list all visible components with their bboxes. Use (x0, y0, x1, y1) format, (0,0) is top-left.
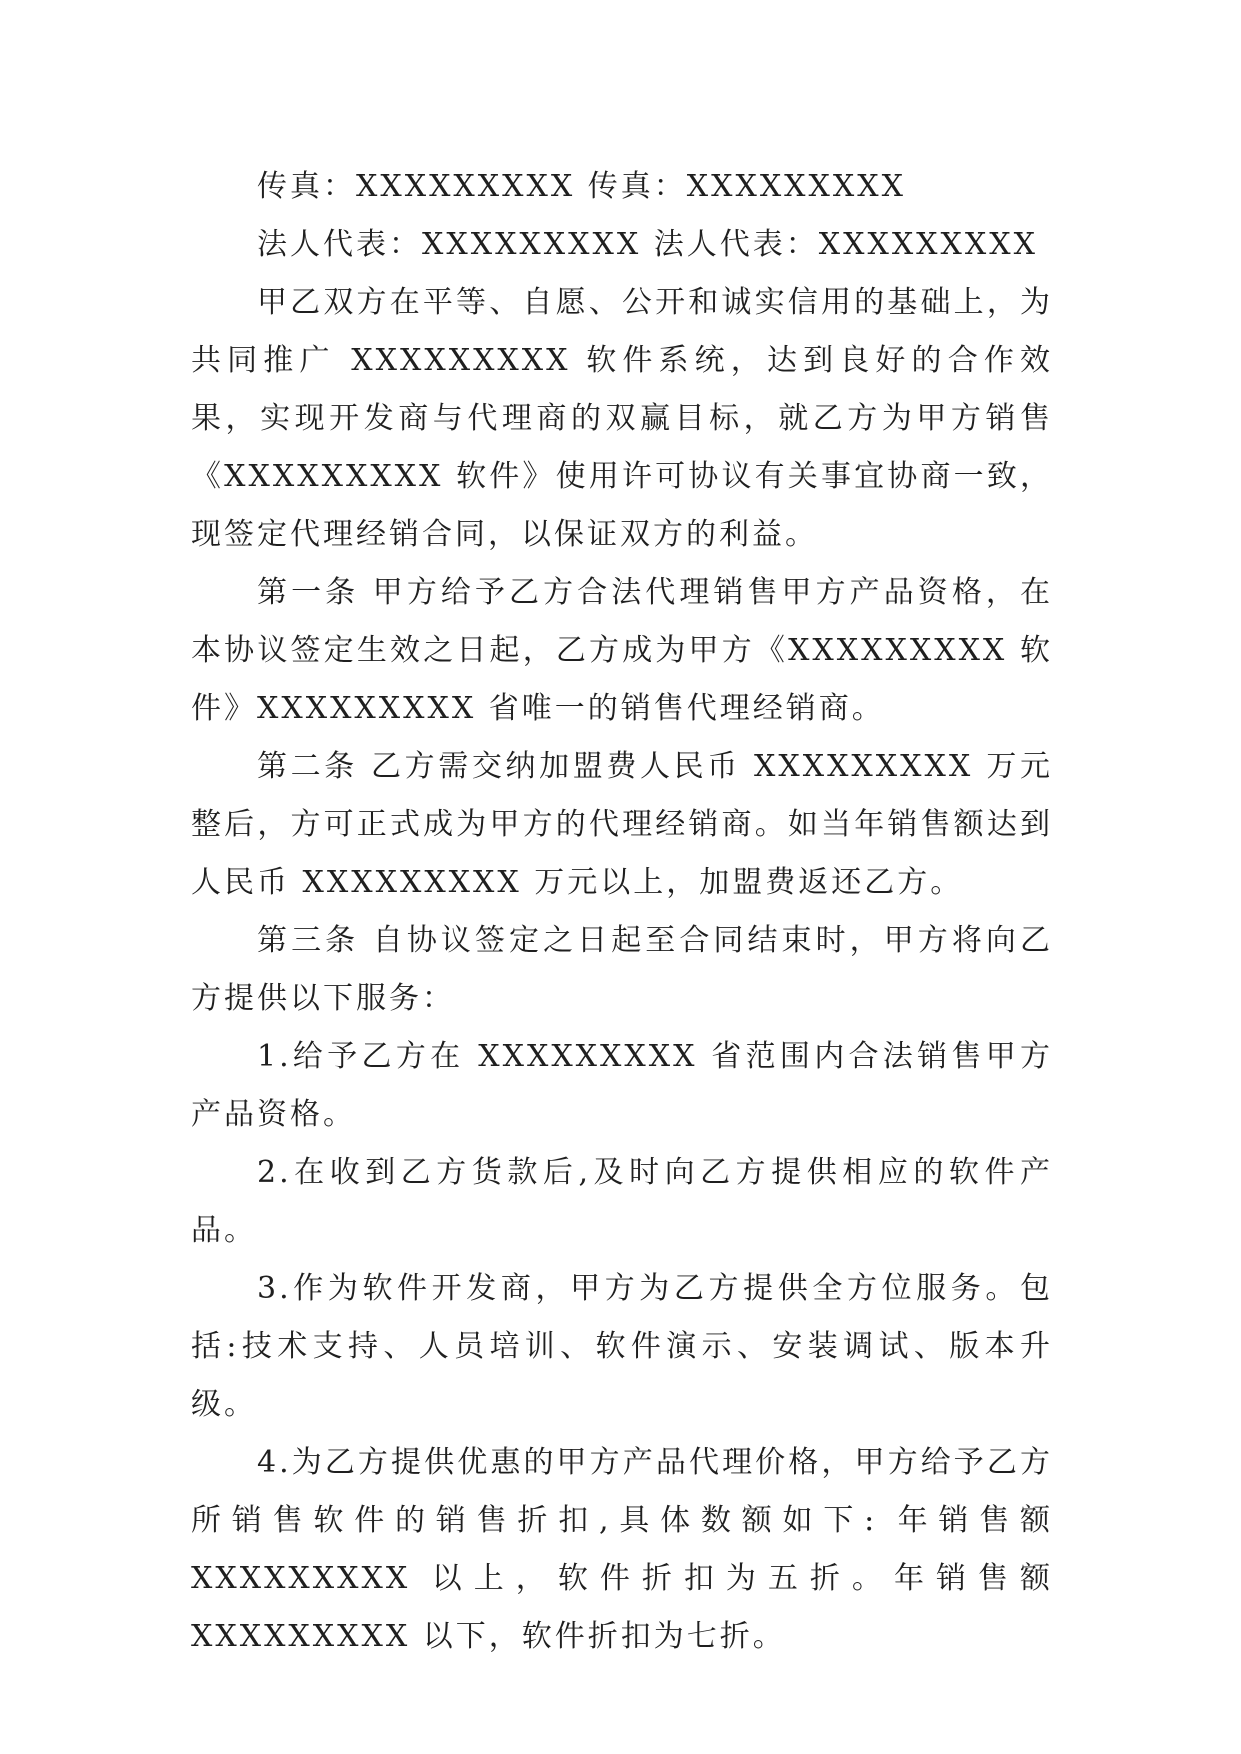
fax-line: 传真：XXXXXXXXX 传真：XXXXXXXXX (257, 169, 906, 204)
document-body (191, 158, 1053, 1666)
service-item-2: 2.在收到乙方货款后,及时向乙方提供相应的软件产品。 (191, 1155, 1053, 1248)
intro-paragraph: 甲乙双方在平等、自愿、公开和诚实信用的基础上，为共同推广 XXXXXXXXX 软件系统，达到良好的合作效果，实现开发商与代理商的双赢目标，就乙方为甲方销售《XXXXXXXXX 软件》使用许可协议有关事宜协商一致，现签定代理经销合同，以保证双方的利益。 (191, 285, 1053, 552)
article-2-paragraph: 第二条 乙方需交纳加盟费人民币 XXXXXXXXX 万元整后，方可正式成为甲方的代理经销商。如当年销售额达到人民币 XXXXXXXXX 万元以上，加盟费返还乙方。 (191, 749, 1053, 900)
legal-representative-line: 法人代表：XXXXXXXXX 法人代表：XXXXXXXXX (257, 227, 1038, 262)
service-item-1: 1.给予乙方在 XXXXXXXXX 省范围内合法销售甲方产品资格。 (191, 1039, 1053, 1132)
service-item-4: 4.为乙方提供优惠的甲方产品代理价格，甲方给予乙方所销售软件的销售折扣,具体数额如下: 年销售额 XXXXXXXXX 以上，软件折扣为五折。年销售额 XXXXXXXXX 以下，软件折扣为七折。 (191, 1445, 1053, 1654)
service-item-3: 3.作为软件开发商，甲方为乙方提供全方位服务。包括:技术支持、人员培训、软件演示、安装调试、版本升级。 (191, 1271, 1053, 1422)
article-3-paragraph: 第三条 自协议签定之日起至合同结束时，甲方将向乙方提供以下服务： (191, 923, 1053, 1016)
article-1-paragraph: 第一条 甲方给予乙方合法代理销售甲方产品资格，在本协议签定生效之日起，乙方成为甲方《XXXXXXXXX 软件》XXXXXXXXX 省唯一的销售代理经销商。 (191, 575, 1053, 726)
